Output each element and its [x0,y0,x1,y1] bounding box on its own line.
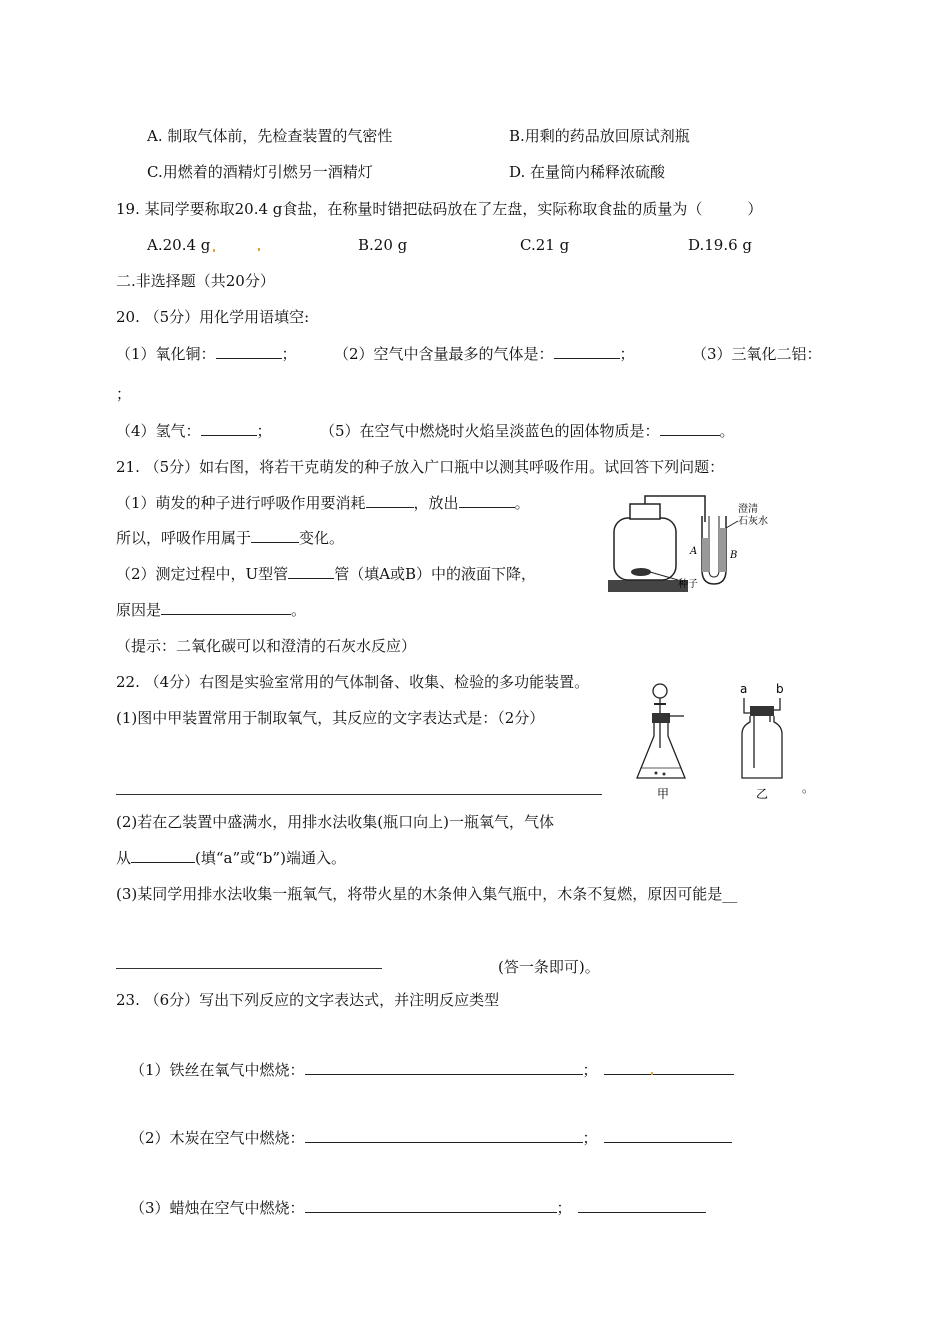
bottle-stopper [750,706,774,716]
section-heading: 二.非选择题（共20分） [116,272,275,290]
q21-l2-end: 变化。 [299,529,345,547]
q21-line4 [116,600,306,620]
answer-blank[interactable] [251,528,299,543]
figure-end-mark: 。 [802,781,815,795]
respiration-apparatus-figure [602,488,822,598]
q19-option-d: D.19.6 g [688,236,753,254]
q20-p4-sep: ； [256,422,272,440]
answer-blank[interactable] [305,1060,583,1075]
figure-stand [608,580,688,592]
u-tube-inner [709,516,719,577]
q21-line3 [116,564,536,584]
lime-pointer [726,521,738,528]
label-port-a: a [740,682,748,696]
q22-line5: (答一条即可)。 [498,958,600,976]
q22-line1: (1)图中甲装置常用于制取氧气，其反应的文字表达式是：（2分） [116,709,545,727]
answer-blank[interactable] [161,600,291,615]
gas-bottle [742,716,782,778]
q20-part3: （3）三氧化二铝： [692,345,822,363]
answer-blank[interactable] [459,493,515,508]
stray-dot [651,1072,653,1075]
jar-stopper [630,504,660,519]
q21-stem: 21. （5分）如右图，将若干克萌发的种子放入广口瓶中以测其呼吸作用。试回答下列问题： [116,458,725,476]
label-port-b: b [776,682,784,696]
q21-l4-end: 。 [291,601,307,619]
q20-p2-sep: ； [619,345,635,363]
q21-line2 [116,528,344,548]
q23-sep: ； [582,1129,598,1147]
q21-hint: （提示：二氧化碳可以和澄清的石灰水反应） [116,637,417,655]
answer-blank[interactable] [578,1198,706,1213]
answer-blank[interactable] [604,1060,734,1075]
q20-p2-label: （2）空气中含量最多的气体是： [334,345,554,363]
label-seed: 种子 [678,579,698,590]
q20-p1-label: （1）氧化铜： [116,345,216,363]
flask-solid [663,773,666,776]
q23-r2-label: （2）木炭在空气中燃烧： [130,1129,305,1147]
q21-line1 [116,493,530,513]
conical-flask [637,723,685,778]
q22-line4: (3)某同学用排水法收集一瓶氧气，将带火星的木条伸入集气瓶中，木条不复燃，原因可能是__ [116,885,738,903]
q21-l1-text2: ，放出 [413,494,459,512]
q21-l1-end: 。 [514,494,530,512]
answer-line[interactable] [116,794,602,795]
q22-l3-end: (填“a”或“b”)端通入。 [195,849,346,867]
q23-sep: ； [582,1061,598,1079]
q20-p1-sep: ； [281,345,297,363]
label-tube-b: B [730,550,738,561]
answer-blank[interactable] [216,344,282,359]
q18-option-d: D. 在量筒内稀释浓硫酸 [509,163,666,181]
q20-stem: 20. （5分）用化学用语填空: [116,308,310,326]
q23-r3-label: （3）蜡烛在空气中燃烧： [130,1199,305,1217]
answer-blank[interactable] [288,564,334,579]
flask-solid [655,772,658,775]
label-jia: 甲 [657,787,670,801]
q20-p5-label: （5）在空气中燃烧时火焰呈淡蓝色的固体物质是： [320,422,660,440]
flask-stopper [652,713,670,723]
q23-stem: 23. （6分）写出下列反应的文字表达式，并注明反应类型 [116,991,500,1009]
answer-blank[interactable] [554,344,620,359]
q23-reaction1 [130,1060,734,1080]
lime-water-a [702,538,709,572]
answer-blank[interactable] [305,1198,557,1213]
seeds [631,568,651,576]
q20-p5-end: 。 [719,422,735,440]
answer-blank[interactable] [305,1128,583,1143]
gas-apparatus-figure [632,678,822,804]
q23-reaction3 [130,1198,706,1218]
q20-part2 [334,344,635,364]
answer-blank[interactable] [604,1128,732,1143]
q19-stem: 19. 某同学要称取20.4 g食盐，在称量时错把砝码放在了左盘，实际称取食盐的质量为（ ） [116,200,763,218]
q23-reaction2 [130,1128,732,1148]
q21-l1-text: （1）萌发的种子进行呼吸作用要消耗 [116,494,366,512]
q19-option-b: B.20 g [358,236,408,254]
label-tube-a: A [690,546,698,557]
q18-option-b: B.用剩的药品放回原试剂瓶 [509,127,690,145]
q21-l3-end: 管（填A或B）中的液面下降， [334,565,537,583]
label-yi: 乙 [756,787,769,801]
q20-part3-end: ； [116,385,132,403]
answer-blank[interactable] [366,493,414,508]
q20-part1 [116,344,297,364]
q23-r1-label: （1）铁丝在氧气中燃烧： [130,1061,305,1079]
answer-line[interactable] [116,968,382,969]
q19-option-c: C.21 g [520,236,570,254]
q22-stem: 22. （4分）右图是实验室常用的气体制备、收集、检验的多功能装置。 [116,673,590,691]
q21-l4-text: 原因是 [116,601,162,619]
q21-l2-text: 所以，呼吸作用属于 [116,529,252,547]
answer-blank[interactable] [660,421,720,436]
stray-dot [213,249,215,252]
q22-line3 [116,848,346,868]
q20-part4 [116,421,272,441]
answer-blank[interactable] [201,421,257,436]
q19-option-a: A.20.4 g [147,236,211,254]
q18-option-a: A. 制取气体前，先检查装置的气密性 [147,127,393,145]
label-lime-2: 石灰水 [738,516,768,527]
funnel-bulb [653,684,667,698]
q20-p4-label: （4）氢气： [116,422,201,440]
q20-part5 [320,421,735,441]
q23-sep: ； [556,1199,572,1217]
answer-blank[interactable] [131,848,195,863]
label-lime-1: 澄清 [738,504,758,515]
q18-option-c: C.用燃着的酒精灯引燃另一酒精灯 [147,163,373,181]
q22-line2: (2)若在乙装置中盛满水，用排水法收集(瓶口向上)一瓶氧气，气体 [116,813,554,831]
stray-dot [258,248,260,251]
q21-l3-text: （2）测定过程中，U型管 [116,565,289,583]
lime-water-b [719,528,726,572]
q22-l3-text: 从 [116,849,132,867]
